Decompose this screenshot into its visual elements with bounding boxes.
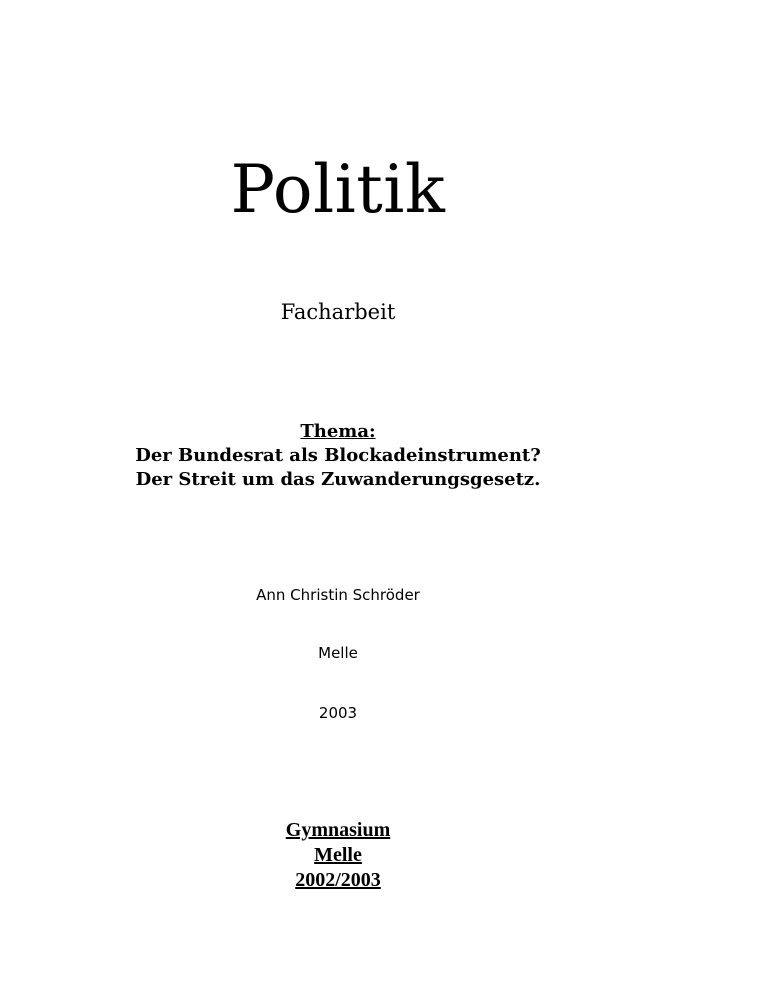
author-name: Ann Christin Schröder — [256, 586, 420, 604]
year: 2003 — [318, 704, 358, 722]
school-block — [0, 818, 676, 893]
school-name: Gymnasium — [285, 819, 391, 841]
document-type: Facharbeit — [280, 300, 396, 324]
place: Melle — [318, 644, 358, 662]
topic-heading: Thema: — [300, 421, 376, 442]
subject-title: Politik — [230, 151, 446, 228]
school-year: 2002/2003 — [295, 869, 381, 891]
school-city: Melle — [314, 844, 362, 866]
topic-line-1: Der Bundesrat als Blockadeinstrument? — [135, 445, 541, 466]
topic-line-2: Der Streit um das Zuwanderungsgesetz. — [135, 469, 541, 490]
topic-block — [0, 420, 676, 492]
